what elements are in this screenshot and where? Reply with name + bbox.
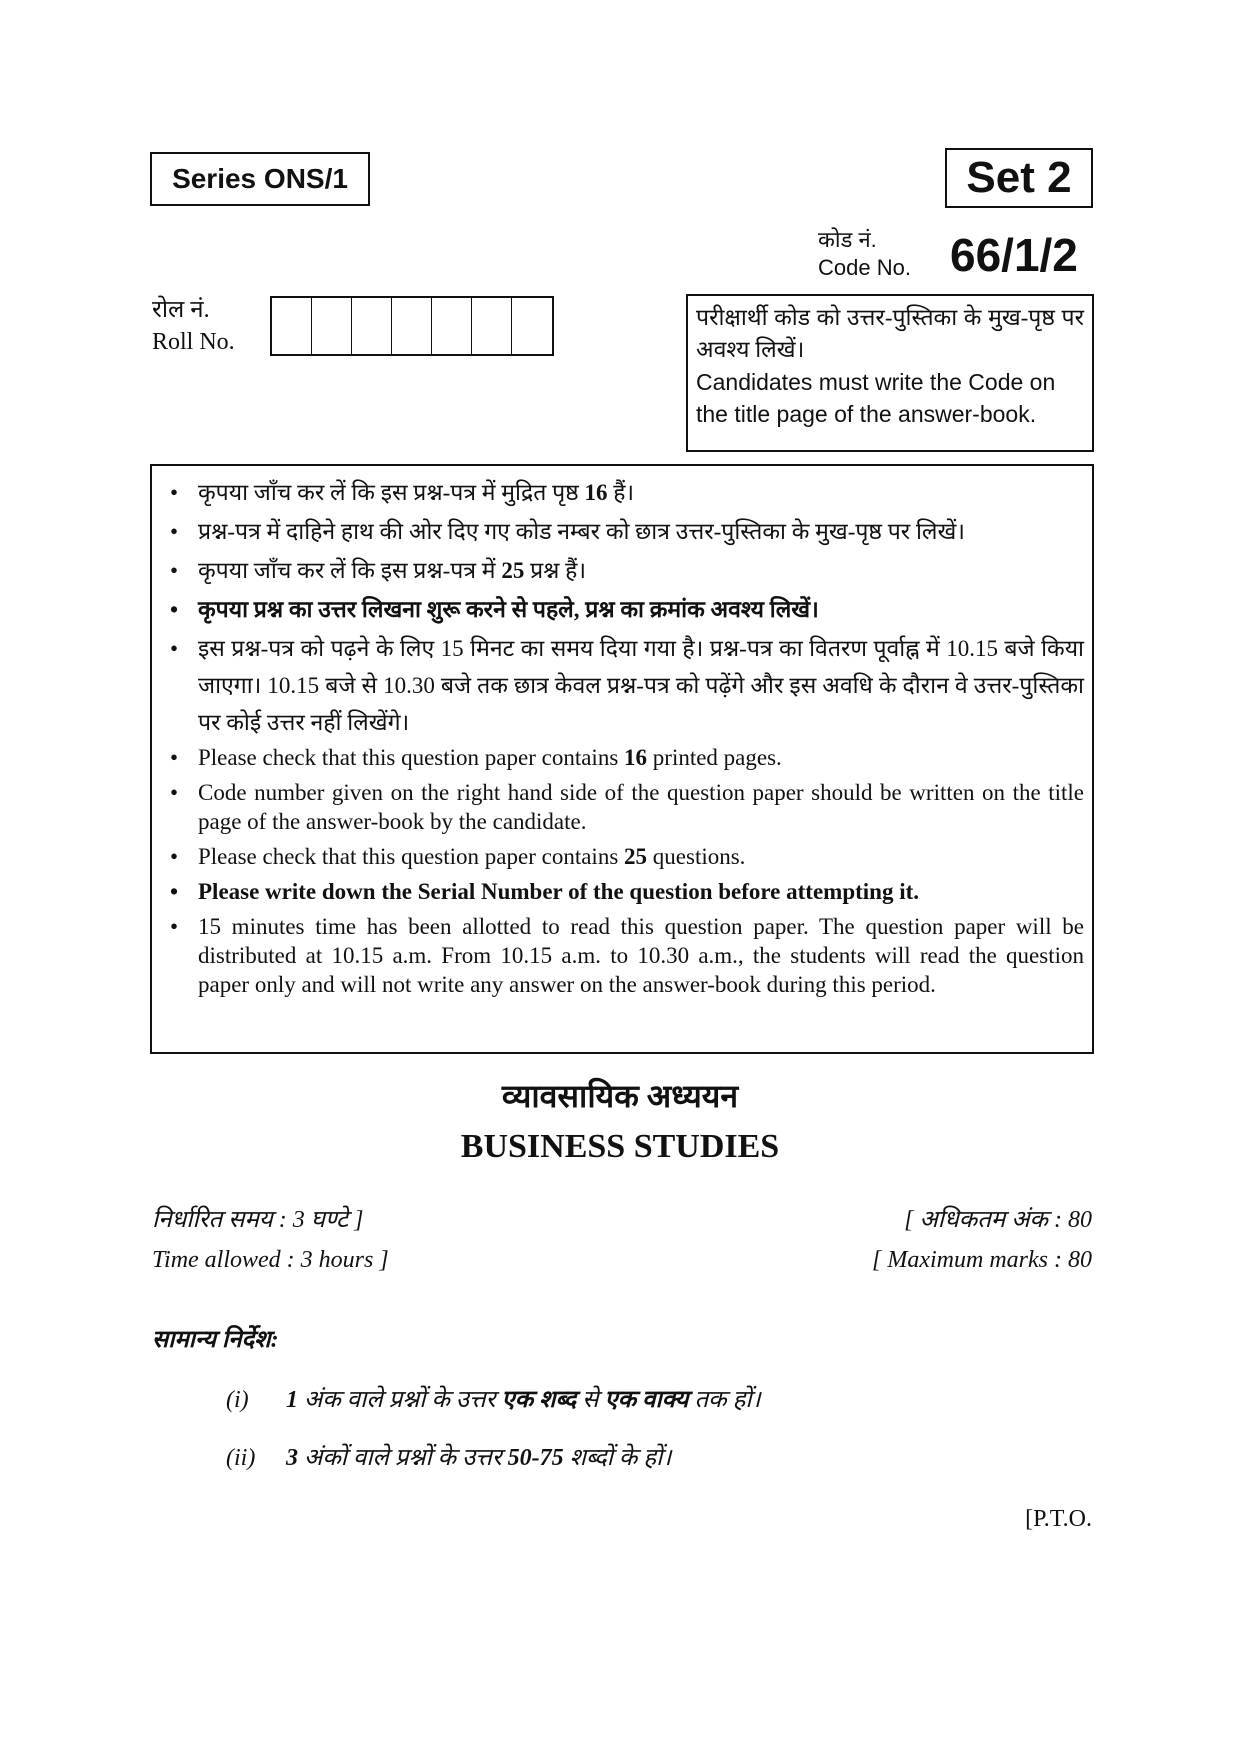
instructions-box: [150, 464, 1094, 1054]
maximum-marks: [872, 1200, 1092, 1280]
time-allowed: [152, 1200, 389, 1280]
instruction-item: • कृपया जाँच कर लें कि इस प्रश्न-पत्र में 25 प्रश्न हैं।: [168, 552, 1084, 589]
general-instructions-title: सामान्य निर्देश:: [152, 1327, 279, 1353]
instruction-item: • कृपया जाँच कर लें कि इस प्रश्न-पत्र में मुद्रित पृष्ठ 16 हैं।: [168, 474, 1084, 511]
subject-title-hindi: व्यावसायिक अध्ययन: [501, 1078, 739, 1114]
instruction-item: • 15 minutes time has been allotted to read this question paper. The question paper will be distributed at 10.15 a.m. From 10.15 a.m. to 10.30 a.m., the students will read the question paper only and will not write any answer on the answer-book during this period.: [168, 912, 1084, 999]
instruction-item: • कृपया प्रश्न का उत्तर लिखना शुरू करने से पहले, प्रश्न का क्रमांक अवश्य लिखें।: [168, 591, 1084, 628]
candidate-note-hindi: परीक्षार्थी कोड को उत्तर-पुस्तिका के मुख-पृष्ठ पर अवश्य लिखें।: [696, 305, 1084, 362]
instruction-item: • प्रश्न-पत्र में दाहिने हाथ की ओर दिए गए कोड नम्बर को छात्र उत्तर-पुस्तिका के मुख-पृष्ठ पर लिखें।: [168, 513, 1084, 550]
code-label-hindi: कोड नं.: [818, 227, 877, 252]
general-instruction-item: (i) 1 अंक वाले प्रश्नों के उत्तर एक शब्द से एक वाक्य तक हों।: [226, 1387, 761, 1413]
maximum-marks-hindi: [ अधिकतम अंक : 80: [904, 1207, 1092, 1233]
roll-number-cell[interactable]: [312, 298, 352, 354]
code-label: [818, 226, 911, 282]
series-label: Series ONS/1: [150, 152, 370, 206]
instructions-list: [168, 474, 1084, 999]
candidate-note-box: [686, 294, 1094, 452]
roll-number-cell[interactable]: [512, 298, 552, 354]
roll-label-english: Roll No.: [152, 329, 235, 355]
roll-number-boxes: [270, 296, 554, 356]
time-allowed-english: Time allowed : 3 hours ]: [152, 1247, 389, 1273]
set-label: Set 2: [945, 148, 1093, 208]
roll-label-hindi: रोल नं.: [152, 297, 210, 323]
general-instruction-item: (ii) 3 अंकों वाले प्रश्नों के उत्तर 50-75 शब्दों के हों।: [226, 1445, 672, 1471]
roll-number-cell[interactable]: [352, 298, 392, 354]
roll-number-cell[interactable]: [432, 298, 472, 354]
time-allowed-hindi: निर्धारित समय : 3 घण्टे ]: [152, 1207, 364, 1233]
roll-number-label: [152, 294, 235, 358]
instruction-item: • Code number given on the right hand side of the question paper should be written on the title page of the answer-book by the candidate.: [168, 778, 1084, 836]
roll-number-cell[interactable]: [472, 298, 512, 354]
roll-number-cell[interactable]: [392, 298, 432, 354]
please-turn-over: [P.T.O.: [1025, 1506, 1092, 1532]
instruction-item: • Please check that this question paper contains 25 questions.: [168, 842, 1084, 871]
code-number: 66/1/2: [950, 229, 1078, 281]
maximum-marks-english: [ Maximum marks : 80: [872, 1247, 1092, 1273]
code-label-english: Code No.: [818, 255, 911, 280]
subject-title-english: BUSINESS STUDIES: [460, 1128, 780, 1165]
instruction-item: • Please write down the Serial Number of the question before attempting it.: [168, 877, 1084, 906]
instruction-item: • Please check that this question paper contains 16 printed pages.: [168, 743, 1084, 772]
roll-number-cell[interactable]: [272, 298, 312, 354]
instruction-item: • इस प्रश्न-पत्र को पढ़ने के लिए 15 मिनट का समय दिया गया है। प्रश्न-पत्र का वितरण पूर्वाह्न में 10.15 बजे किया जाएगा। 10.15 बजे से 10.30 बजे तक छात्र केवल प्रश्न-पत्र को पढ़ेंगे और इस अवधि के दौरान वे उत्तर-पुस्तिका पर कोई उत्तर नहीं लिखेंगे।: [168, 630, 1084, 741]
candidate-note-english: Candidates must write the Code on the title page of the answer-book.: [696, 369, 1056, 427]
